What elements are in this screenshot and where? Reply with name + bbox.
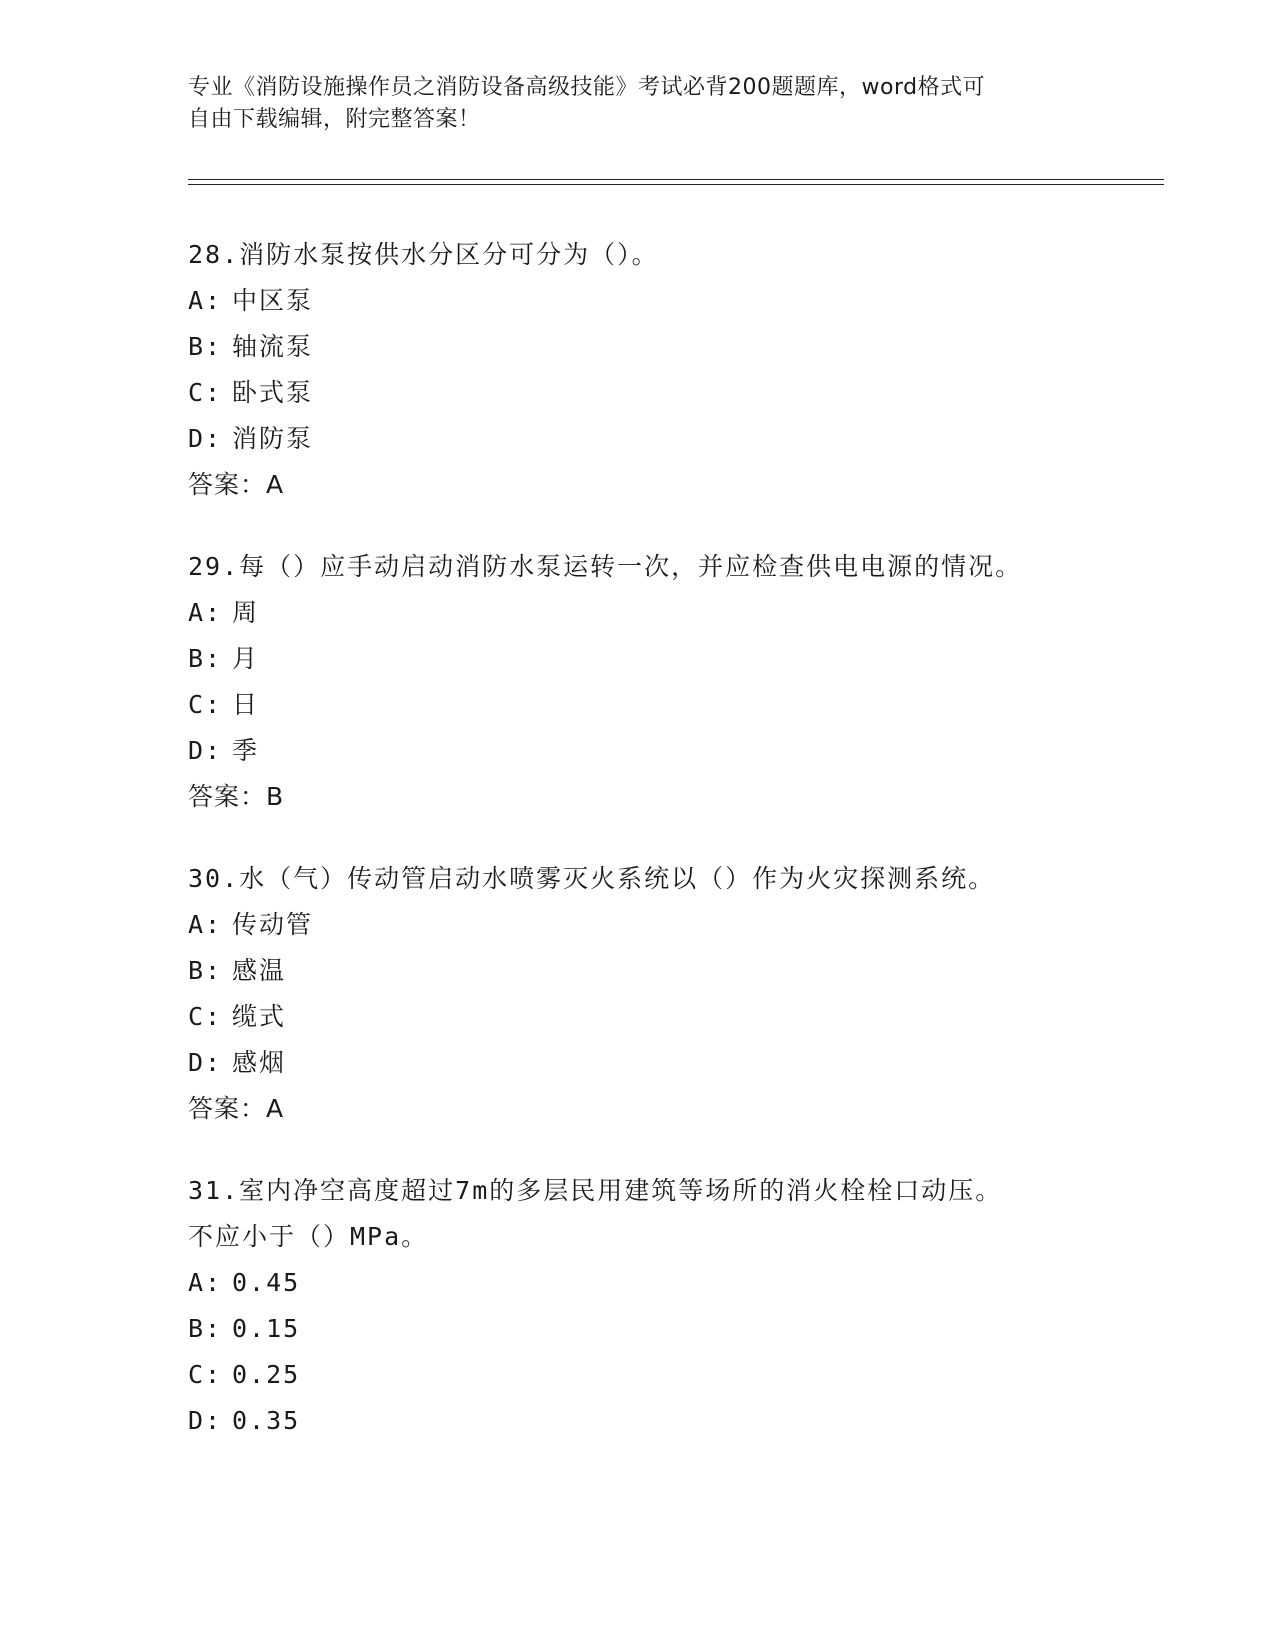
answer-option (188, 590, 1138, 636)
option-text: 季 (232, 736, 260, 765)
answer-option (188, 994, 1138, 1040)
answer-option (188, 1398, 1138, 1444)
option-text: 0.35 (232, 1406, 301, 1435)
correct-answer: 答案：B (188, 782, 285, 811)
answer-option (188, 902, 1138, 948)
option-text: 感烟 (232, 1048, 287, 1077)
question-item (188, 856, 1138, 1132)
option-label: D: (188, 1406, 223, 1435)
question-list (188, 232, 1138, 1480)
answer-option (188, 1352, 1138, 1398)
option-text: 0.25 (232, 1360, 301, 1389)
option-label: D: (188, 1048, 223, 1077)
option-text: 日 (232, 690, 260, 719)
answer-option (188, 278, 1138, 324)
option-text: 0.45 (232, 1268, 301, 1297)
answer-option (188, 416, 1138, 462)
option-text: 月 (232, 644, 260, 673)
option-label: B: (188, 332, 223, 361)
option-label: C: (188, 690, 223, 719)
header-divider-top (188, 179, 1164, 180)
option-label: A: (188, 1268, 223, 1297)
answer-option (188, 636, 1138, 682)
option-text: 周 (232, 598, 260, 627)
option-label: C: (188, 378, 223, 407)
header-line-1: 专业《消防设施操作员之消防设备高级技能》考试必背200题题库，word格式可 (188, 75, 986, 100)
option-text: 0.15 (232, 1314, 301, 1343)
option-label: A: (188, 286, 223, 315)
question-item (188, 544, 1138, 820)
answer-option (188, 324, 1138, 370)
question-item (188, 1168, 1138, 1444)
option-text: 消防泵 (232, 424, 314, 453)
option-label: D: (188, 424, 223, 453)
option-label: A: (188, 910, 223, 939)
answer-option (188, 1260, 1138, 1306)
option-text: 中区泵 (232, 286, 314, 315)
answer-option (188, 728, 1138, 774)
question-stem: 31.室内净空高度超过7m的多层民用建筑等场所的消火栓栓口动压。 (188, 1176, 1003, 1205)
answer-option (188, 948, 1138, 994)
answer-option (188, 682, 1138, 728)
header-divider-bottom (188, 184, 1164, 185)
option-text: 缆式 (232, 1002, 287, 1031)
option-text: 传动管 (232, 910, 314, 939)
question-item (188, 232, 1138, 508)
question-stem: 不应小于（）MPa。 (188, 1222, 429, 1251)
correct-answer: 答案：A (188, 470, 285, 499)
option-label: C: (188, 1360, 223, 1389)
document-header (188, 72, 1088, 136)
correct-answer: 答案：A (188, 1094, 285, 1123)
option-label: B: (188, 644, 223, 673)
option-text: 卧式泵 (232, 378, 314, 407)
option-text: 感温 (232, 956, 287, 985)
question-stem: 29.每（）应手动启动消防水泵运转一次，并应检查供电电源的情况。 (188, 552, 1023, 581)
option-text: 轴流泵 (232, 332, 314, 361)
header-line-2: 自由下载编辑，附完整答案！ (188, 107, 481, 132)
answer-option (188, 1306, 1138, 1352)
question-stem: 28.消防水泵按供水分区分可分为（）。 (188, 240, 659, 269)
option-label: A: (188, 598, 223, 627)
answer-option (188, 370, 1138, 416)
question-stem: 30.水（气）传动管启动水喷雾灭火系统以（）作为火灾探测系统。 (188, 864, 996, 893)
option-label: D: (188, 736, 223, 765)
option-label: C: (188, 1002, 223, 1031)
option-label: B: (188, 956, 223, 985)
answer-option (188, 1040, 1138, 1086)
option-label: B: (188, 1314, 223, 1343)
